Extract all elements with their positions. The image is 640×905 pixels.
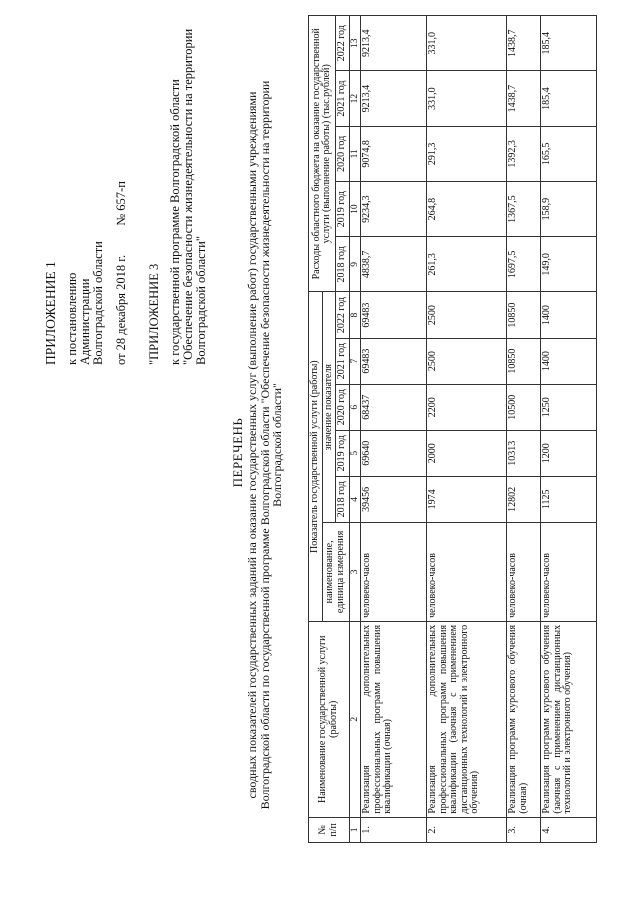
document-subtitle [246,65,284,825]
expense-value: 9234,3 [361,181,427,236]
header-year: 2021 год [336,71,350,126]
expense-value: 1438,7 [507,16,541,71]
header-year: 2021 год [336,338,350,384]
services-table [308,15,597,843]
header-year: 2019 год [336,430,350,476]
appendix2-block [148,29,208,365]
header-indicator-name: наименование, единица измерения [322,522,349,621]
expense-value: 9074,8 [361,126,427,181]
indicator-value: 69640 [361,430,427,476]
expense-value: 331,0 [427,16,507,71]
header-year: 2018 год [336,476,350,522]
expense-value: 291,3 [427,126,507,181]
document-title: ПЕРЕЧЕНЬ [230,417,245,488]
indicator-value: 1125 [541,476,597,522]
indicator-value: 2200 [427,384,507,430]
decree-number: № 657-п [114,181,128,226]
unit: человеко-часов [361,522,427,621]
table-row [427,16,507,843]
header-expense-group: Расходы областного бюджета на оказание государственной услуги (выполнение работы) (тыс.рублей) [309,16,336,293]
appendix2-line: Волгоградской области" [194,236,208,365]
unit: человеко-часов [507,522,541,621]
indicator-value: 1974 [427,476,507,522]
service-name: Реализация дополнительных профессиональных программ повышения квалификации (очная) [361,621,427,817]
column-index: 3 [349,522,361,621]
header-indicator-group: Показатель государственной услуги (работы) [309,292,323,621]
indicator-value: 10313 [507,430,541,476]
expense-value: 9213,4 [361,16,427,71]
indicator-value: 10500 [507,384,541,430]
column-index: 10 [349,181,361,236]
expense-value: 4838,7 [361,237,427,292]
expense-value: 1697,5 [507,237,541,292]
appendix-line: к постановлению [65,272,79,365]
appendix2-title: "ПРИЛОЖЕНИЕ 3 [147,263,161,365]
indicator-value: 39456 [361,476,427,522]
header-year: 2020 год [336,126,350,181]
expense-value: 185,4 [541,16,597,71]
appendix-dateline [115,181,128,365]
table-row [541,16,597,843]
column-index: 5 [349,430,361,476]
header-year: 2019 год [336,181,350,236]
expense-value: 331,0 [427,71,507,126]
column-index: 9 [349,237,361,292]
appendix-line: Администрации [78,278,92,365]
indicator-value: 1250 [541,384,597,430]
header-service: Наименование государственной услуги (работы) [309,621,350,817]
expense-value: 1392,3 [507,126,541,181]
column-index: 13 [349,16,361,71]
header-year: 2022 год [336,16,350,71]
indicator-value: 10850 [507,338,541,384]
indicator-value: 12802 [507,476,541,522]
expense-value: 264,8 [427,181,507,236]
subtitle-line: Волгоградской области" [270,383,284,507]
column-index: 1 [349,817,361,842]
row-num: 3. [507,817,541,842]
header-num: № п/п [309,817,350,842]
unit: человеко-часов [541,522,597,621]
indicator-value: 2500 [427,292,507,338]
appendix-line: Волгоградской области [91,241,105,365]
decree-date: 28 декабря 2018 г. [114,254,128,351]
indicator-value: 1400 [541,338,597,384]
indicator-value: 2500 [427,338,507,384]
service-name: Реализация программ курсового обучения (заочная с применением дистанционных технологий и электронного обучения) [541,621,597,817]
column-index: 8 [349,292,361,338]
column-index-row [349,16,361,843]
date-prefix: от [114,353,128,365]
row-num: 1. [361,817,427,842]
column-index: 6 [349,384,361,430]
header-year: 2018 год [336,237,350,292]
indicator-value: 1200 [541,430,597,476]
subtitle-line: сводных показателей государственных заданий на оказание государственных услуг (выполнение работ) государственными учреждениями [245,91,259,799]
expense-value: 165,5 [541,126,597,181]
appendix-block [44,181,128,365]
expense-value: 1438,7 [507,71,541,126]
expense-value: 185,4 [541,71,597,126]
column-index: 4 [349,476,361,522]
indicator-value: 69483 [361,292,427,338]
indicator-value: 69483 [361,338,427,384]
service-name: Реализация программ курсового обучения (очная) [507,621,541,817]
header-year: 2020 год [336,384,350,430]
appendix2-line: к государственной программе Волгоградской области [168,79,182,365]
unit: человеко-часов [427,522,507,621]
indicator-value: 68437 [361,384,427,430]
appendix2-line: "Обеспечение безопасности жизнедеятельности на территории [181,28,195,365]
column-index: 11 [349,126,361,181]
expense-value: 261,3 [427,237,507,292]
appendix-title: ПРИЛОЖЕНИЕ 1 [43,261,58,365]
indicator-value: 10850 [507,292,541,338]
header-year: 2022 год [336,292,350,338]
subtitle-line: Волгоградской области по государственной программе Волгоградской области "Обеспечение безопасности жизнедеятельности на территории [257,80,272,810]
indicator-value: 2000 [427,430,507,476]
table-row [507,16,541,843]
header-indicator-values: значение показателя [322,292,336,522]
row-num: 4. [541,817,597,842]
expense-value: 149,0 [541,237,597,292]
column-index: 7 [349,338,361,384]
column-index: 2 [349,621,361,817]
column-index: 12 [349,71,361,126]
expense-value: 158,9 [541,181,597,236]
service-name: Реализация дополнительных профессиональных программ повышения квалификации (заочная с применением дистанционных технологий и электронного обучения) [427,621,507,817]
table-row [361,16,427,843]
row-num: 2. [427,817,507,842]
expense-value: 9213,4 [361,71,427,126]
expense-value: 1367,5 [507,181,541,236]
indicator-value: 1400 [541,292,597,338]
